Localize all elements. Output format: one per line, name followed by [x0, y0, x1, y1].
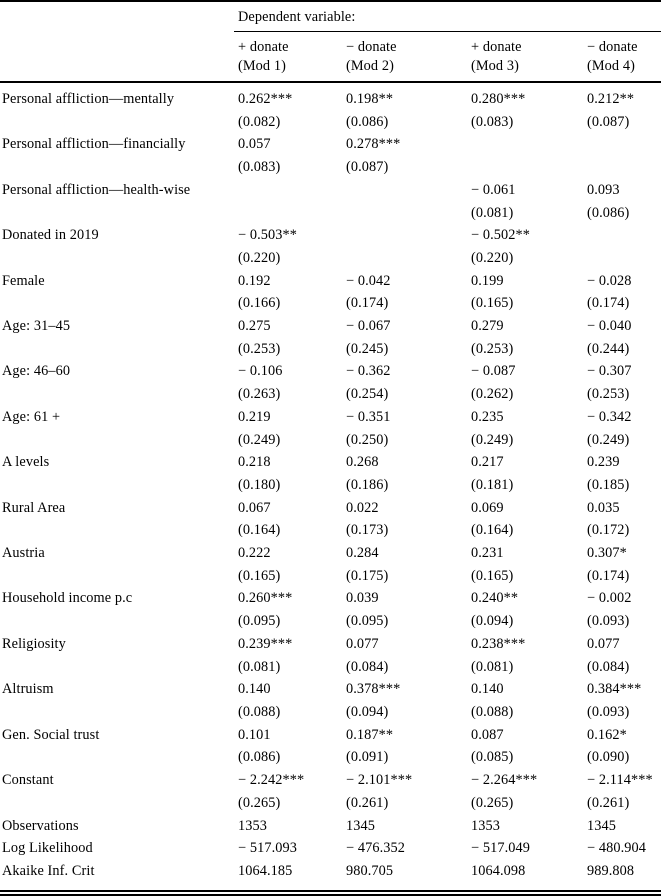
standard-error-row — [0, 474, 661, 497]
coef-cell: − 0.002 — [587, 590, 632, 607]
coef-cell: 0.280*** — [471, 91, 526, 107]
variable-label-spacer — [0, 610, 234, 633]
coef-cell: 0.262*** — [238, 91, 293, 107]
coefficient-row — [0, 678, 661, 701]
coef-cell — [342, 179, 467, 202]
stat-cell: 980.705 — [342, 860, 467, 893]
se-cell: (0.095) — [238, 613, 281, 630]
coef-cell: − 2.114*** — [587, 772, 653, 789]
coef-cell: 0.069 — [471, 499, 504, 516]
se-cell: (0.085) — [471, 749, 514, 766]
variable-label: Personal affliction—financially — [2, 136, 186, 153]
coef-cell — [467, 133, 583, 156]
variable-label-spacer — [0, 792, 234, 815]
se-cell: (0.265) — [238, 794, 281, 811]
se-cell: (0.095) — [346, 613, 389, 630]
se-cell: (0.084) — [346, 658, 389, 675]
standard-error-row — [0, 565, 661, 588]
coef-cell — [583, 133, 661, 156]
se-cell: (0.250) — [346, 431, 389, 448]
standard-error-row — [0, 746, 661, 769]
se-cell: (0.084) — [587, 658, 630, 675]
se-cell: (0.249) — [238, 431, 281, 448]
coef-cell: − 0.087 — [471, 363, 516, 380]
stat-cell: − 476.352 — [346, 840, 406, 857]
se-cell: (0.253) — [238, 340, 281, 357]
standard-error-row — [0, 429, 661, 452]
se-cell: (0.081) — [238, 658, 281, 675]
column-header-sign: + donate — [471, 39, 522, 55]
variable-label-spacer — [0, 202, 234, 225]
coef-cell: − 2.264*** — [471, 772, 538, 789]
coefficient-row — [0, 633, 661, 656]
coef-cell: 0.217 — [471, 454, 504, 471]
se-cell: (0.220) — [471, 249, 514, 266]
header-spacer-cell — [0, 1, 234, 32]
stat-cell: 1353 — [238, 817, 267, 834]
stat-row — [0, 815, 661, 838]
variable-label: Constant — [2, 772, 54, 789]
standard-error-row — [0, 202, 661, 225]
variable-label-spacer — [0, 156, 234, 179]
coef-cell: − 0.067 — [346, 318, 391, 335]
coef-cell: − 2.101*** — [346, 772, 413, 789]
coefficient-row — [0, 451, 661, 474]
coefficient-row — [0, 360, 661, 383]
coef-cell: 0.222 — [238, 545, 271, 562]
se-cell: (0.185) — [587, 476, 630, 493]
variable-label-spacer — [0, 338, 234, 361]
stat-cell: 1353 — [471, 817, 500, 834]
coefficient-row — [0, 270, 661, 293]
standard-error-row — [0, 292, 661, 315]
coef-cell: 0.162* — [587, 726, 627, 743]
coef-cell: 0.077 — [346, 635, 379, 652]
variable-label: Rural Area — [2, 499, 66, 516]
stat-cell: 989.808 — [583, 860, 661, 893]
se-cell: (0.180) — [238, 476, 281, 493]
stat-cell: − 517.093 — [238, 840, 298, 857]
coef-cell: − 0.342 — [587, 408, 632, 425]
coef-cell: 0.235 — [471, 408, 504, 425]
stat-cell: 1345 — [587, 817, 616, 834]
coef-cell: 0.275 — [238, 318, 271, 335]
se-cell: (0.083) — [238, 159, 281, 176]
variable-label-spacer — [0, 247, 234, 270]
se-cell: (0.087) — [587, 113, 630, 130]
coef-cell: 0.057 — [238, 136, 271, 153]
se-cell: (0.090) — [587, 749, 630, 766]
coefficient-row — [0, 224, 661, 247]
coef-cell: 0.239*** — [238, 635, 293, 652]
coef-cell: 0.284 — [346, 545, 379, 562]
coef-cell: 0.240** — [471, 590, 519, 607]
se-cell: (0.174) — [587, 295, 630, 312]
coef-cell: 0.022 — [346, 499, 379, 516]
coef-cell: 0.238*** — [471, 635, 526, 652]
standard-error-row — [0, 156, 661, 179]
standard-error-row — [0, 792, 661, 815]
coef-cell: 0.187** — [346, 726, 394, 743]
se-cell: (0.249) — [587, 431, 630, 448]
coefficient-row — [0, 724, 661, 747]
variable-label: Age: 61 + — [2, 408, 61, 425]
se-cell: (0.174) — [587, 567, 630, 584]
coef-cell: 0.279 — [471, 318, 504, 335]
coef-cell: 0.378*** — [346, 681, 401, 698]
se-cell — [583, 156, 661, 179]
se-cell: (0.094) — [346, 703, 389, 720]
se-cell — [342, 247, 467, 270]
se-cell — [467, 156, 583, 179]
coefficient-row — [0, 587, 661, 610]
dependent-variable-row — [0, 1, 661, 32]
se-cell: (0.088) — [471, 703, 514, 720]
coef-cell: − 0.106 — [238, 363, 283, 380]
coef-cell: 0.307* — [587, 545, 627, 562]
se-cell: (0.166) — [238, 295, 281, 312]
se-cell: (0.088) — [238, 703, 281, 720]
se-cell: (0.254) — [346, 386, 389, 403]
coef-cell: 0.212** — [587, 91, 635, 107]
se-cell: (0.175) — [346, 567, 389, 584]
se-cell: (0.087) — [346, 159, 389, 176]
coef-cell: − 0.502** — [471, 227, 531, 244]
stat-label: Observations — [2, 817, 79, 834]
variable-label-spacer — [0, 565, 234, 588]
se-cell: (0.165) — [471, 295, 514, 312]
se-cell: (0.086) — [587, 204, 630, 221]
variable-label: Gen. Social trust — [2, 726, 100, 743]
se-cell: (0.261) — [587, 794, 630, 811]
coef-cell: 0.384*** — [587, 681, 642, 698]
se-cell: (0.164) — [238, 522, 281, 539]
se-cell: (0.245) — [346, 340, 389, 357]
standard-error-row — [0, 519, 661, 542]
standard-error-row — [0, 338, 661, 361]
se-cell: (0.093) — [587, 613, 630, 630]
table-body — [0, 82, 661, 893]
stat-label: Akaike Inf. Crit — [0, 860, 234, 893]
coefficient-row — [0, 315, 661, 338]
column-header-model: (Mod 2) — [346, 57, 394, 74]
coef-cell: − 0.042 — [346, 272, 391, 289]
variable-label-spacer — [0, 474, 234, 497]
standard-error-row — [0, 247, 661, 270]
standard-error-row — [0, 111, 661, 134]
coef-cell: − 0.503** — [238, 227, 298, 244]
coef-cell: − 0.061 — [471, 181, 516, 198]
stat-label: Log Likelihood — [2, 840, 93, 857]
column-header-mod2 — [342, 32, 467, 83]
coef-cell: − 0.307 — [587, 363, 632, 380]
coefficient-row — [0, 542, 661, 565]
se-cell: (0.265) — [471, 794, 514, 811]
variable-label: Age: 46–60 — [2, 363, 71, 380]
variable-label: Household income p.c — [2, 590, 133, 607]
column-header-mod1 — [234, 32, 342, 83]
coef-cell: 0.198** — [346, 91, 394, 107]
coef-cell: 0.093 — [587, 181, 620, 198]
dependent-variable-label: Dependent variable: — [234, 1, 661, 32]
se-cell: (0.164) — [471, 522, 514, 539]
stat-cell: − 517.049 — [471, 840, 531, 857]
se-cell: (0.173) — [346, 522, 389, 539]
se-cell: (0.094) — [471, 613, 514, 630]
variable-label: A levels — [2, 454, 50, 471]
column-header-model: (Mod 4) — [587, 57, 635, 74]
coef-cell: − 2.242*** — [238, 772, 305, 789]
se-cell: (0.081) — [471, 658, 514, 675]
se-cell: (0.172) — [587, 522, 630, 539]
coef-cell: 0.231 — [471, 545, 504, 562]
se-cell: (0.086) — [346, 113, 389, 130]
se-cell: (0.263) — [238, 386, 281, 403]
column-header-model: (Mod 3) — [471, 57, 519, 74]
se-cell: (0.253) — [587, 386, 630, 403]
variable-label-spacer — [0, 701, 234, 724]
coef-cell: 0.101 — [238, 726, 271, 743]
se-cell: (0.186) — [346, 476, 389, 493]
coef-cell: 0.278*** — [346, 136, 401, 153]
coef-cell: 0.239 — [587, 454, 620, 471]
coef-cell: 0.077 — [587, 635, 620, 652]
coef-cell: 0.199 — [471, 272, 504, 289]
column-header-row — [0, 32, 661, 83]
header-spacer-cell — [0, 32, 234, 83]
column-header-sign: − donate — [587, 39, 638, 55]
variable-label: Personal affliction—health-wise — [2, 181, 191, 198]
se-cell: (0.174) — [346, 295, 389, 312]
coef-cell: 0.035 — [587, 499, 620, 516]
variable-label: Austria — [2, 545, 45, 562]
variable-label: Altruism — [2, 681, 54, 698]
column-header-mod3 — [467, 32, 583, 83]
column-header-sign: + donate — [238, 39, 289, 55]
variable-label-spacer — [0, 519, 234, 542]
column-header-sign: − donate — [346, 39, 397, 55]
se-cell: (0.244) — [587, 340, 630, 357]
stat-row — [0, 837, 661, 860]
variable-label: Religiosity — [2, 635, 66, 652]
se-cell: (0.220) — [238, 249, 281, 266]
se-cell: (0.093) — [587, 703, 630, 720]
variable-label: Personal affliction—mentally — [2, 91, 175, 107]
coef-cell — [234, 179, 342, 202]
standard-error-row — [0, 656, 661, 679]
standard-error-row — [0, 610, 661, 633]
coefficient-row — [0, 769, 661, 792]
coef-cell: 0.140 — [471, 681, 504, 698]
coef-cell: 0.087 — [471, 726, 504, 743]
variable-label: Age: 31–45 — [2, 318, 71, 335]
coef-cell: 0.219 — [238, 408, 271, 425]
se-cell: (0.082) — [238, 113, 281, 130]
se-cell: (0.165) — [471, 567, 514, 584]
se-cell — [342, 202, 467, 225]
coef-cell: 0.140 — [238, 681, 271, 698]
se-cell: (0.091) — [346, 749, 389, 766]
coef-cell: − 0.028 — [587, 272, 632, 289]
coef-cell — [583, 224, 661, 247]
variable-label-spacer — [0, 383, 234, 406]
se-cell: (0.165) — [238, 567, 281, 584]
se-cell: (0.253) — [471, 340, 514, 357]
coefficient-row — [0, 406, 661, 429]
variable-label: Donated in 2019 — [2, 227, 99, 244]
coef-cell: 0.260*** — [238, 590, 293, 607]
se-cell: (0.086) — [238, 749, 281, 766]
se-cell: (0.081) — [471, 204, 514, 221]
coefficient-row — [0, 497, 661, 520]
variable-label-spacer — [0, 429, 234, 452]
coef-cell — [342, 224, 467, 247]
variable-label: Female — [2, 272, 45, 289]
column-header-model: (Mod 1) — [238, 57, 286, 74]
se-cell: (0.249) — [471, 431, 514, 448]
coef-cell: 0.039 — [346, 590, 379, 607]
stat-cell: 1064.098 — [467, 860, 583, 893]
se-cell: (0.181) — [471, 476, 514, 493]
standard-error-row — [0, 383, 661, 406]
coef-cell: − 0.362 — [346, 363, 391, 380]
variable-label-spacer — [0, 292, 234, 315]
coefficient-row — [0, 82, 661, 111]
coef-cell: 0.268 — [346, 454, 379, 471]
coefficient-row — [0, 179, 661, 202]
stat-cell: 1064.185 — [234, 860, 342, 893]
coef-cell: 0.192 — [238, 272, 271, 289]
se-cell — [583, 247, 661, 270]
variable-label-spacer — [0, 656, 234, 679]
standard-error-row — [0, 701, 661, 724]
column-header-mod4 — [583, 32, 661, 83]
stat-row — [0, 860, 661, 893]
variable-label-spacer — [0, 111, 234, 134]
coefficient-row — [0, 133, 661, 156]
coef-cell: − 0.351 — [346, 408, 391, 425]
se-cell: (0.261) — [346, 794, 389, 811]
se-cell: (0.083) — [471, 113, 514, 130]
se-cell — [234, 202, 342, 225]
stat-cell: 1345 — [346, 817, 375, 834]
coef-cell: − 0.040 — [587, 318, 632, 335]
stat-cell: − 480.904 — [587, 840, 647, 857]
se-cell: (0.262) — [471, 386, 514, 403]
coef-cell: 0.218 — [238, 454, 271, 471]
variable-label-spacer — [0, 746, 234, 769]
coef-cell: 0.067 — [238, 499, 271, 516]
